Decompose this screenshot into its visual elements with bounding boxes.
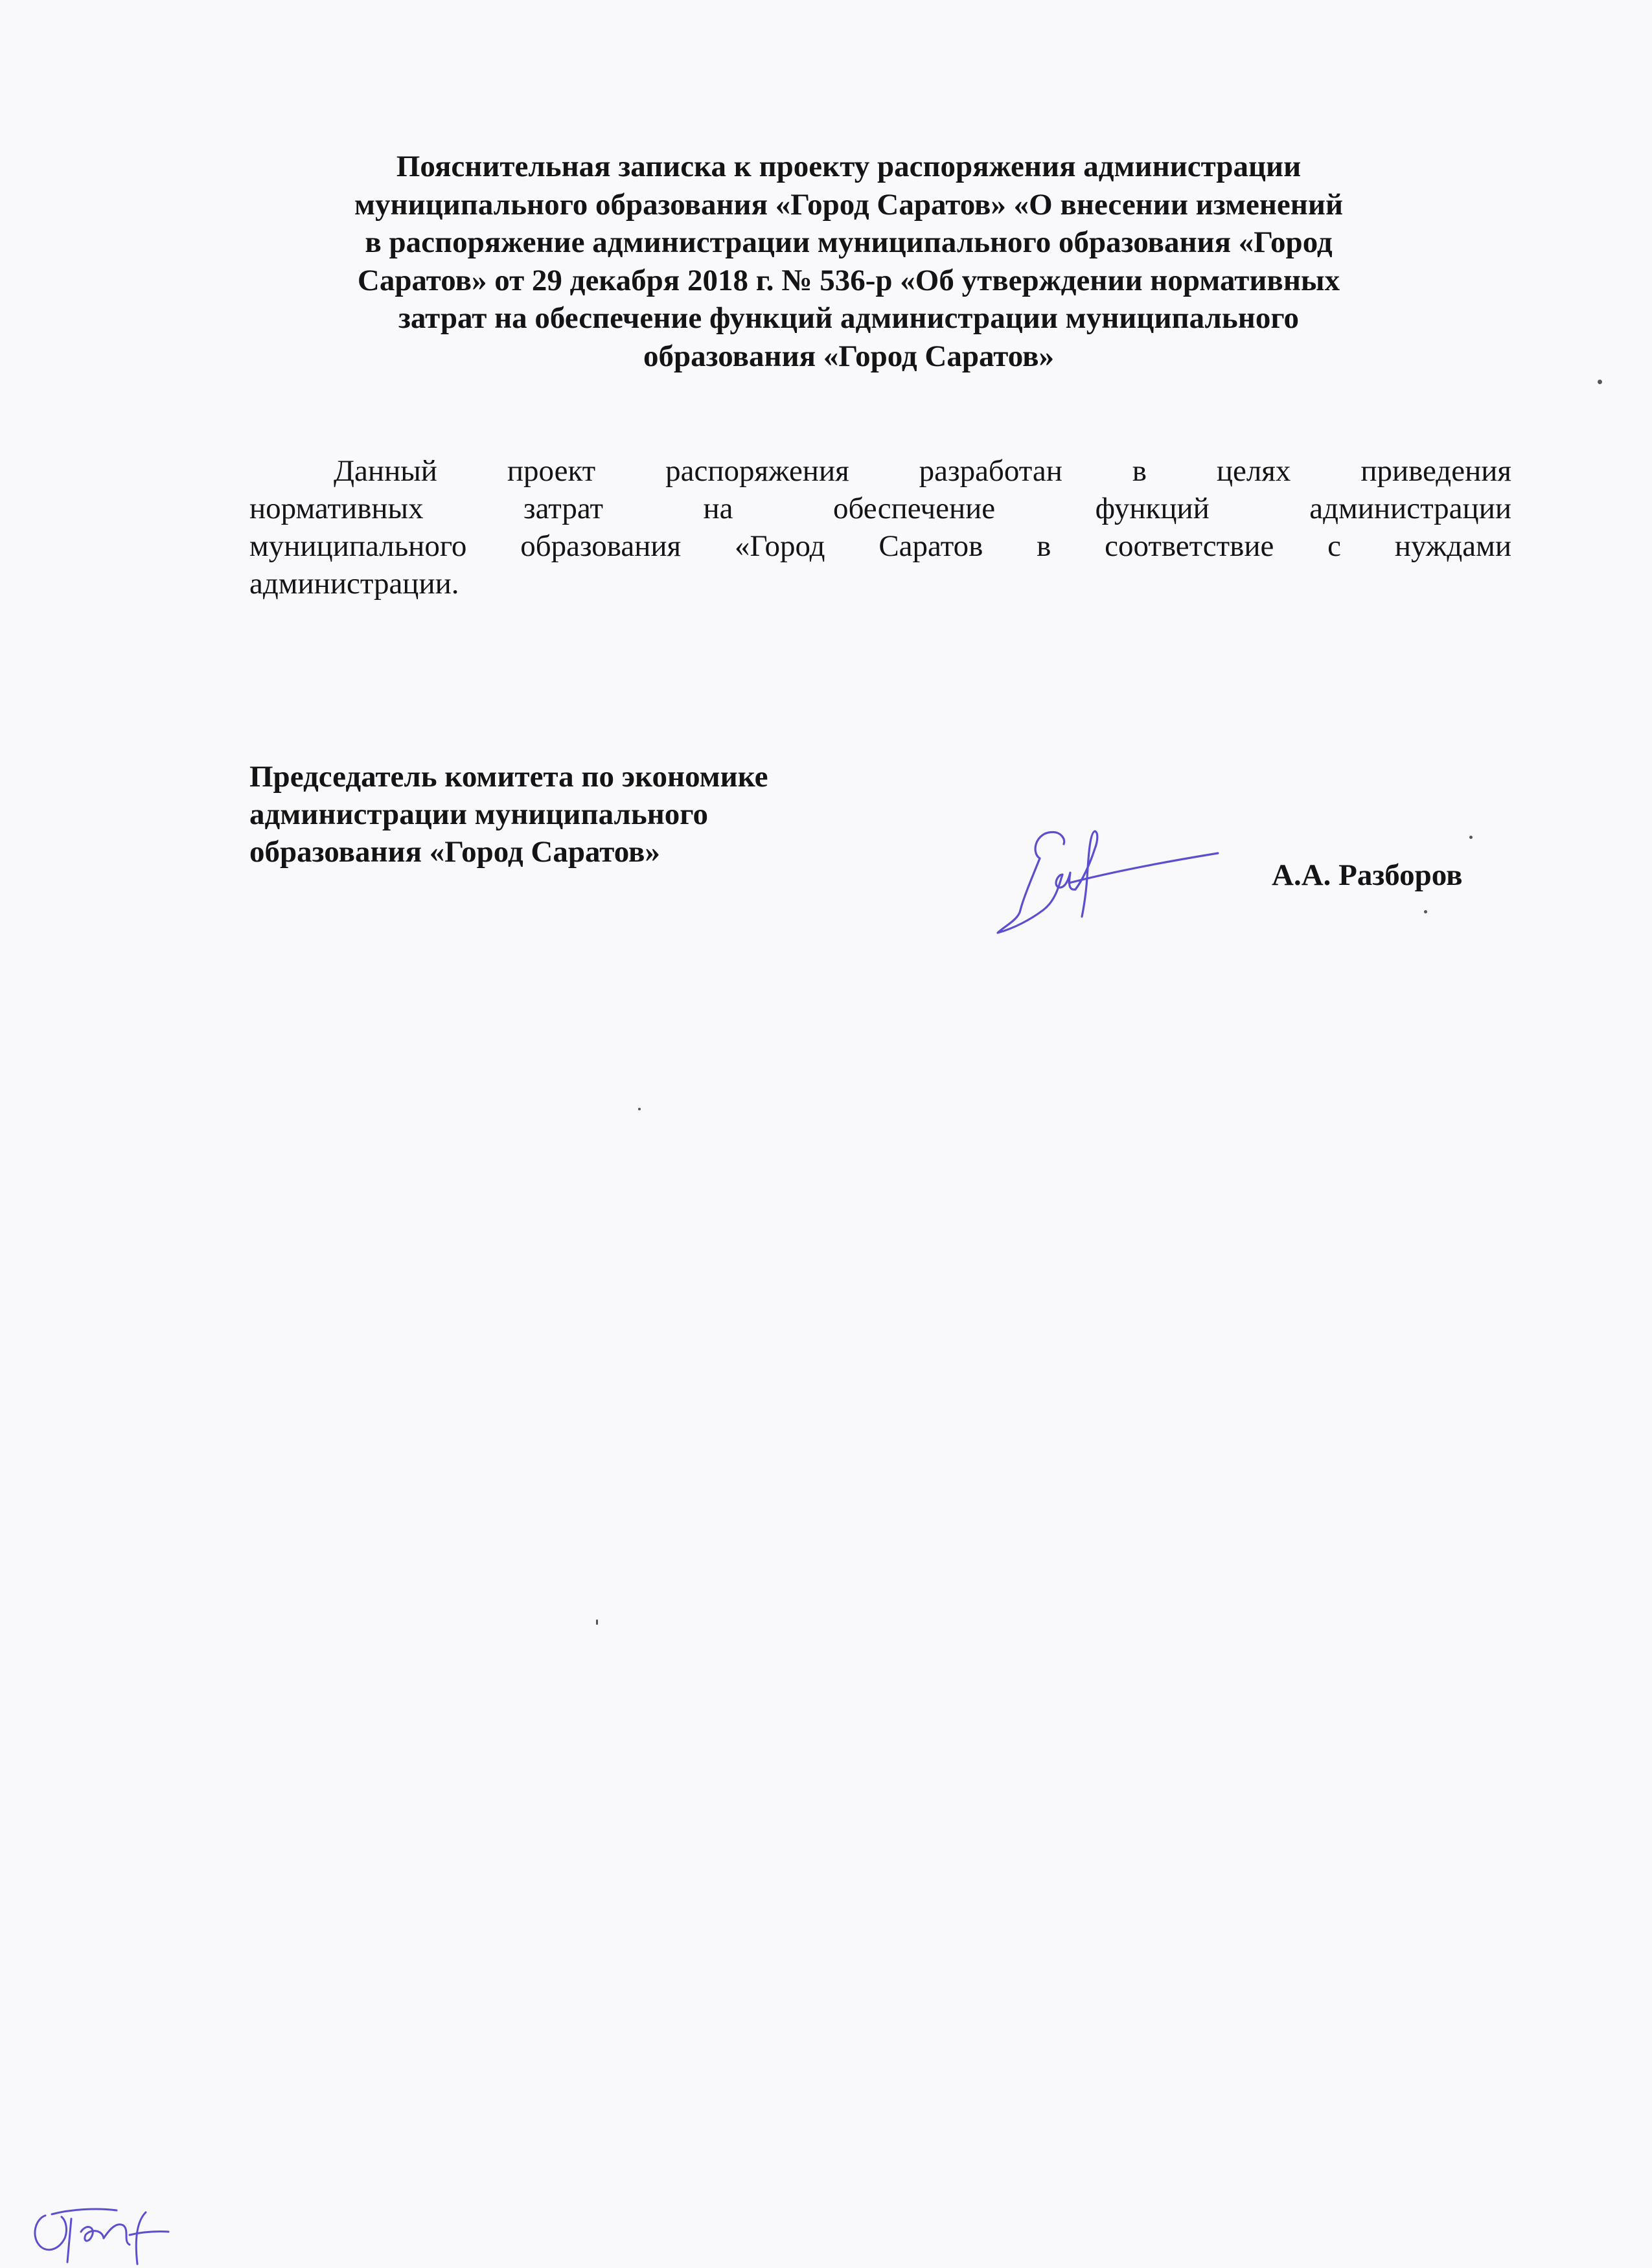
position-line: администрации муниципального [249, 797, 708, 831]
document-title [246, 148, 1451, 375]
body-paragraph [249, 452, 1511, 602]
title-line: образования «Город Саратов» [643, 339, 1054, 373]
body-line: муниципального образования «Город Саратов в соответствие с нуждами [249, 529, 1511, 563]
body-line: администрации. [249, 567, 459, 601]
title-line: Пояснительная записка к проекту распоряжения администрации [396, 150, 1302, 183]
handwritten-signature [985, 813, 1224, 943]
title-line: муниципального образования «Город Саратов» «О внесении изменений [354, 187, 1344, 222]
paper-speck [1469, 836, 1473, 839]
paper-speck [638, 1108, 641, 1110]
handwritten-initials [26, 2203, 175, 2267]
paper-speck [1598, 380, 1602, 384]
title-line: затрат на обеспечение функций администрации муниципального [398, 301, 1299, 335]
title-line: Саратов» от 29 декабря 2018 г. № 536-р «Об утверждении нормативных [357, 263, 1340, 297]
position-line: Председатель комитета по экономике [249, 760, 768, 794]
position-line: образования «Город Саратов» [249, 835, 660, 869]
body-line: Данный проект распоряжения разработан в целях приведения [334, 454, 1511, 488]
signatory-name: А.А. Разборов [1272, 858, 1463, 892]
title-line: в распоряжение администрации муниципального образования «Город [365, 225, 1333, 259]
paper-speck [1424, 910, 1427, 913]
body-line: нормативных затрат на обеспечение функций администрации [249, 492, 1511, 525]
signatory-position [249, 758, 768, 871]
paper-speck [596, 1620, 598, 1625]
